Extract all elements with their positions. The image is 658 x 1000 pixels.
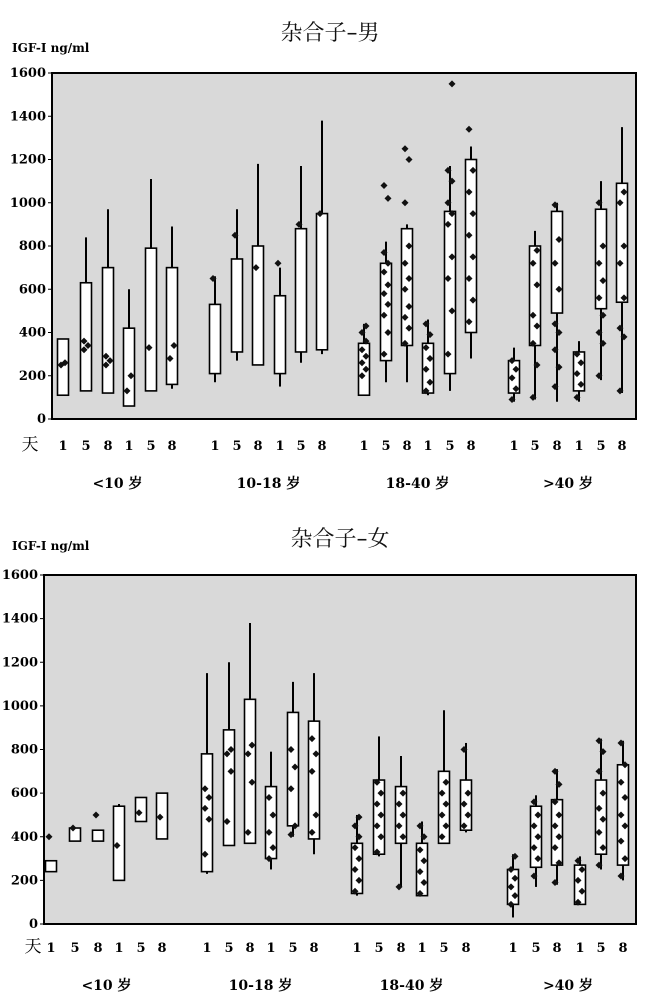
- group-label: 18-40 岁: [379, 978, 444, 994]
- day-tick-label: 8: [157, 941, 167, 956]
- day-tick-label: 8: [317, 439, 327, 454]
- day-tick-label: 5: [232, 439, 242, 454]
- day-axis-label: 天: [21, 435, 39, 455]
- box: [552, 800, 563, 865]
- day-tick-label: 8: [253, 439, 263, 454]
- y-axis-label: IGF-I ng/ml: [12, 539, 90, 553]
- day-tick-label: 8: [167, 439, 177, 454]
- day-tick-label: 8: [103, 439, 113, 454]
- box: [146, 248, 157, 391]
- day-tick-label: 5: [530, 439, 540, 454]
- group-label: <10 岁: [81, 978, 132, 994]
- chart-panel-2: [2, 527, 636, 994]
- day-tick-label: 5: [288, 941, 298, 956]
- box: [445, 211, 456, 373]
- day-tick-label: 1: [275, 439, 285, 454]
- day-tick-label: 8: [466, 439, 476, 454]
- y-tick-label: 1000: [1, 698, 38, 714]
- y-tick-label: 400: [18, 325, 46, 341]
- box: [81, 283, 92, 391]
- group-label: >40 岁: [542, 476, 594, 492]
- day-tick-label: 5: [439, 941, 449, 956]
- y-tick-label: 0: [28, 917, 38, 932]
- chart-title: 杂合子–男: [280, 21, 380, 46]
- box: [114, 806, 125, 880]
- group-label: <10 岁: [92, 476, 143, 492]
- y-tick-label: 1200: [9, 152, 46, 168]
- group-label: >40 岁: [542, 978, 594, 994]
- plot-area: [44, 575, 636, 924]
- box: [245, 699, 256, 843]
- day-tick-label: 8: [618, 941, 628, 956]
- y-tick-label: 400: [10, 829, 38, 845]
- group-label: 10-18 岁: [236, 476, 301, 492]
- box: [136, 797, 147, 821]
- day-tick-label: 5: [381, 439, 391, 454]
- box: [103, 268, 114, 393]
- box: [381, 263, 392, 360]
- day-axis-label: 天: [24, 937, 42, 957]
- y-tick-label: 600: [10, 786, 38, 802]
- day-tick-label: 8: [461, 941, 471, 956]
- day-tick-label: 1: [210, 439, 220, 454]
- box: [275, 296, 286, 374]
- day-tick-label: 1: [508, 941, 518, 956]
- y-tick-label: 200: [10, 873, 38, 889]
- box: [124, 328, 135, 406]
- box: [530, 246, 541, 345]
- day-tick-label: 8: [309, 941, 319, 956]
- box: [46, 861, 57, 872]
- day-tick-label: 1: [124, 439, 134, 454]
- day-tick-label: 5: [531, 941, 541, 956]
- y-tick-label: 200: [18, 368, 46, 384]
- box: [374, 780, 385, 854]
- day-tick-label: 5: [81, 439, 91, 454]
- day-tick-label: 1: [509, 439, 519, 454]
- day-tick-label: 1: [202, 941, 212, 956]
- box: [296, 229, 307, 352]
- box: [232, 259, 243, 352]
- day-tick-label: 8: [552, 439, 562, 454]
- chart-panel-1: [10, 21, 636, 492]
- plot-area: [52, 73, 636, 419]
- day-tick-label: 8: [402, 439, 412, 454]
- day-tick-label: 5: [596, 941, 606, 956]
- box: [317, 214, 328, 350]
- day-tick-label: 1: [359, 439, 369, 454]
- day-tick-label: 1: [114, 941, 124, 956]
- day-tick-label: 5: [296, 439, 306, 454]
- day-tick-label: 1: [266, 941, 276, 956]
- day-tick-label: 5: [70, 941, 80, 956]
- day-tick-label: 5: [136, 941, 146, 956]
- day-tick-label: 1: [417, 941, 427, 956]
- box: [167, 268, 178, 385]
- day-tick-label: 1: [352, 941, 362, 956]
- group-label: 10-18 岁: [228, 978, 293, 994]
- day-tick-label: 1: [574, 439, 584, 454]
- day-tick-label: 1: [423, 439, 433, 454]
- day-tick-label: 5: [596, 439, 606, 454]
- box: [224, 730, 235, 846]
- day-tick-label: 8: [93, 941, 103, 956]
- day-tick-label: 1: [575, 941, 585, 956]
- y-tick-label: 600: [18, 282, 46, 298]
- chart-title: 杂合子–女: [290, 527, 390, 552]
- day-tick-label: 8: [245, 941, 255, 956]
- box: [253, 246, 264, 365]
- day-tick-label: 8: [396, 941, 406, 956]
- day-tick-label: 1: [46, 941, 56, 956]
- box: [70, 828, 81, 841]
- box: [210, 304, 221, 373]
- day-tick-label: 1: [58, 439, 68, 454]
- y-tick-label: 1200: [1, 655, 38, 671]
- box: [596, 780, 607, 854]
- day-tick-label: 5: [224, 941, 234, 956]
- day-tick-label: 5: [445, 439, 455, 454]
- y-tick-label: 1400: [1, 611, 38, 627]
- box: [58, 339, 69, 395]
- box: [93, 830, 104, 841]
- y-tick-label: 800: [10, 742, 38, 758]
- group-label: 18-40 岁: [385, 476, 450, 492]
- day-tick-label: 5: [374, 941, 384, 956]
- day-tick-label: 8: [617, 439, 627, 454]
- day-tick-label: 8: [552, 941, 562, 956]
- y-tick-label: 1600: [9, 66, 46, 81]
- y-tick-label: 1000: [9, 195, 46, 211]
- y-tick-label: 800: [18, 239, 46, 254]
- box: [288, 712, 299, 825]
- y-tick-label: 0: [36, 412, 46, 427]
- day-tick-label: 5: [146, 439, 156, 454]
- box: [466, 160, 477, 333]
- y-axis-label: IGF-I ng/ml: [12, 41, 90, 55]
- y-tick-label: 1400: [9, 109, 46, 125]
- box: [596, 209, 607, 308]
- y-tick-label: 1600: [1, 568, 38, 583]
